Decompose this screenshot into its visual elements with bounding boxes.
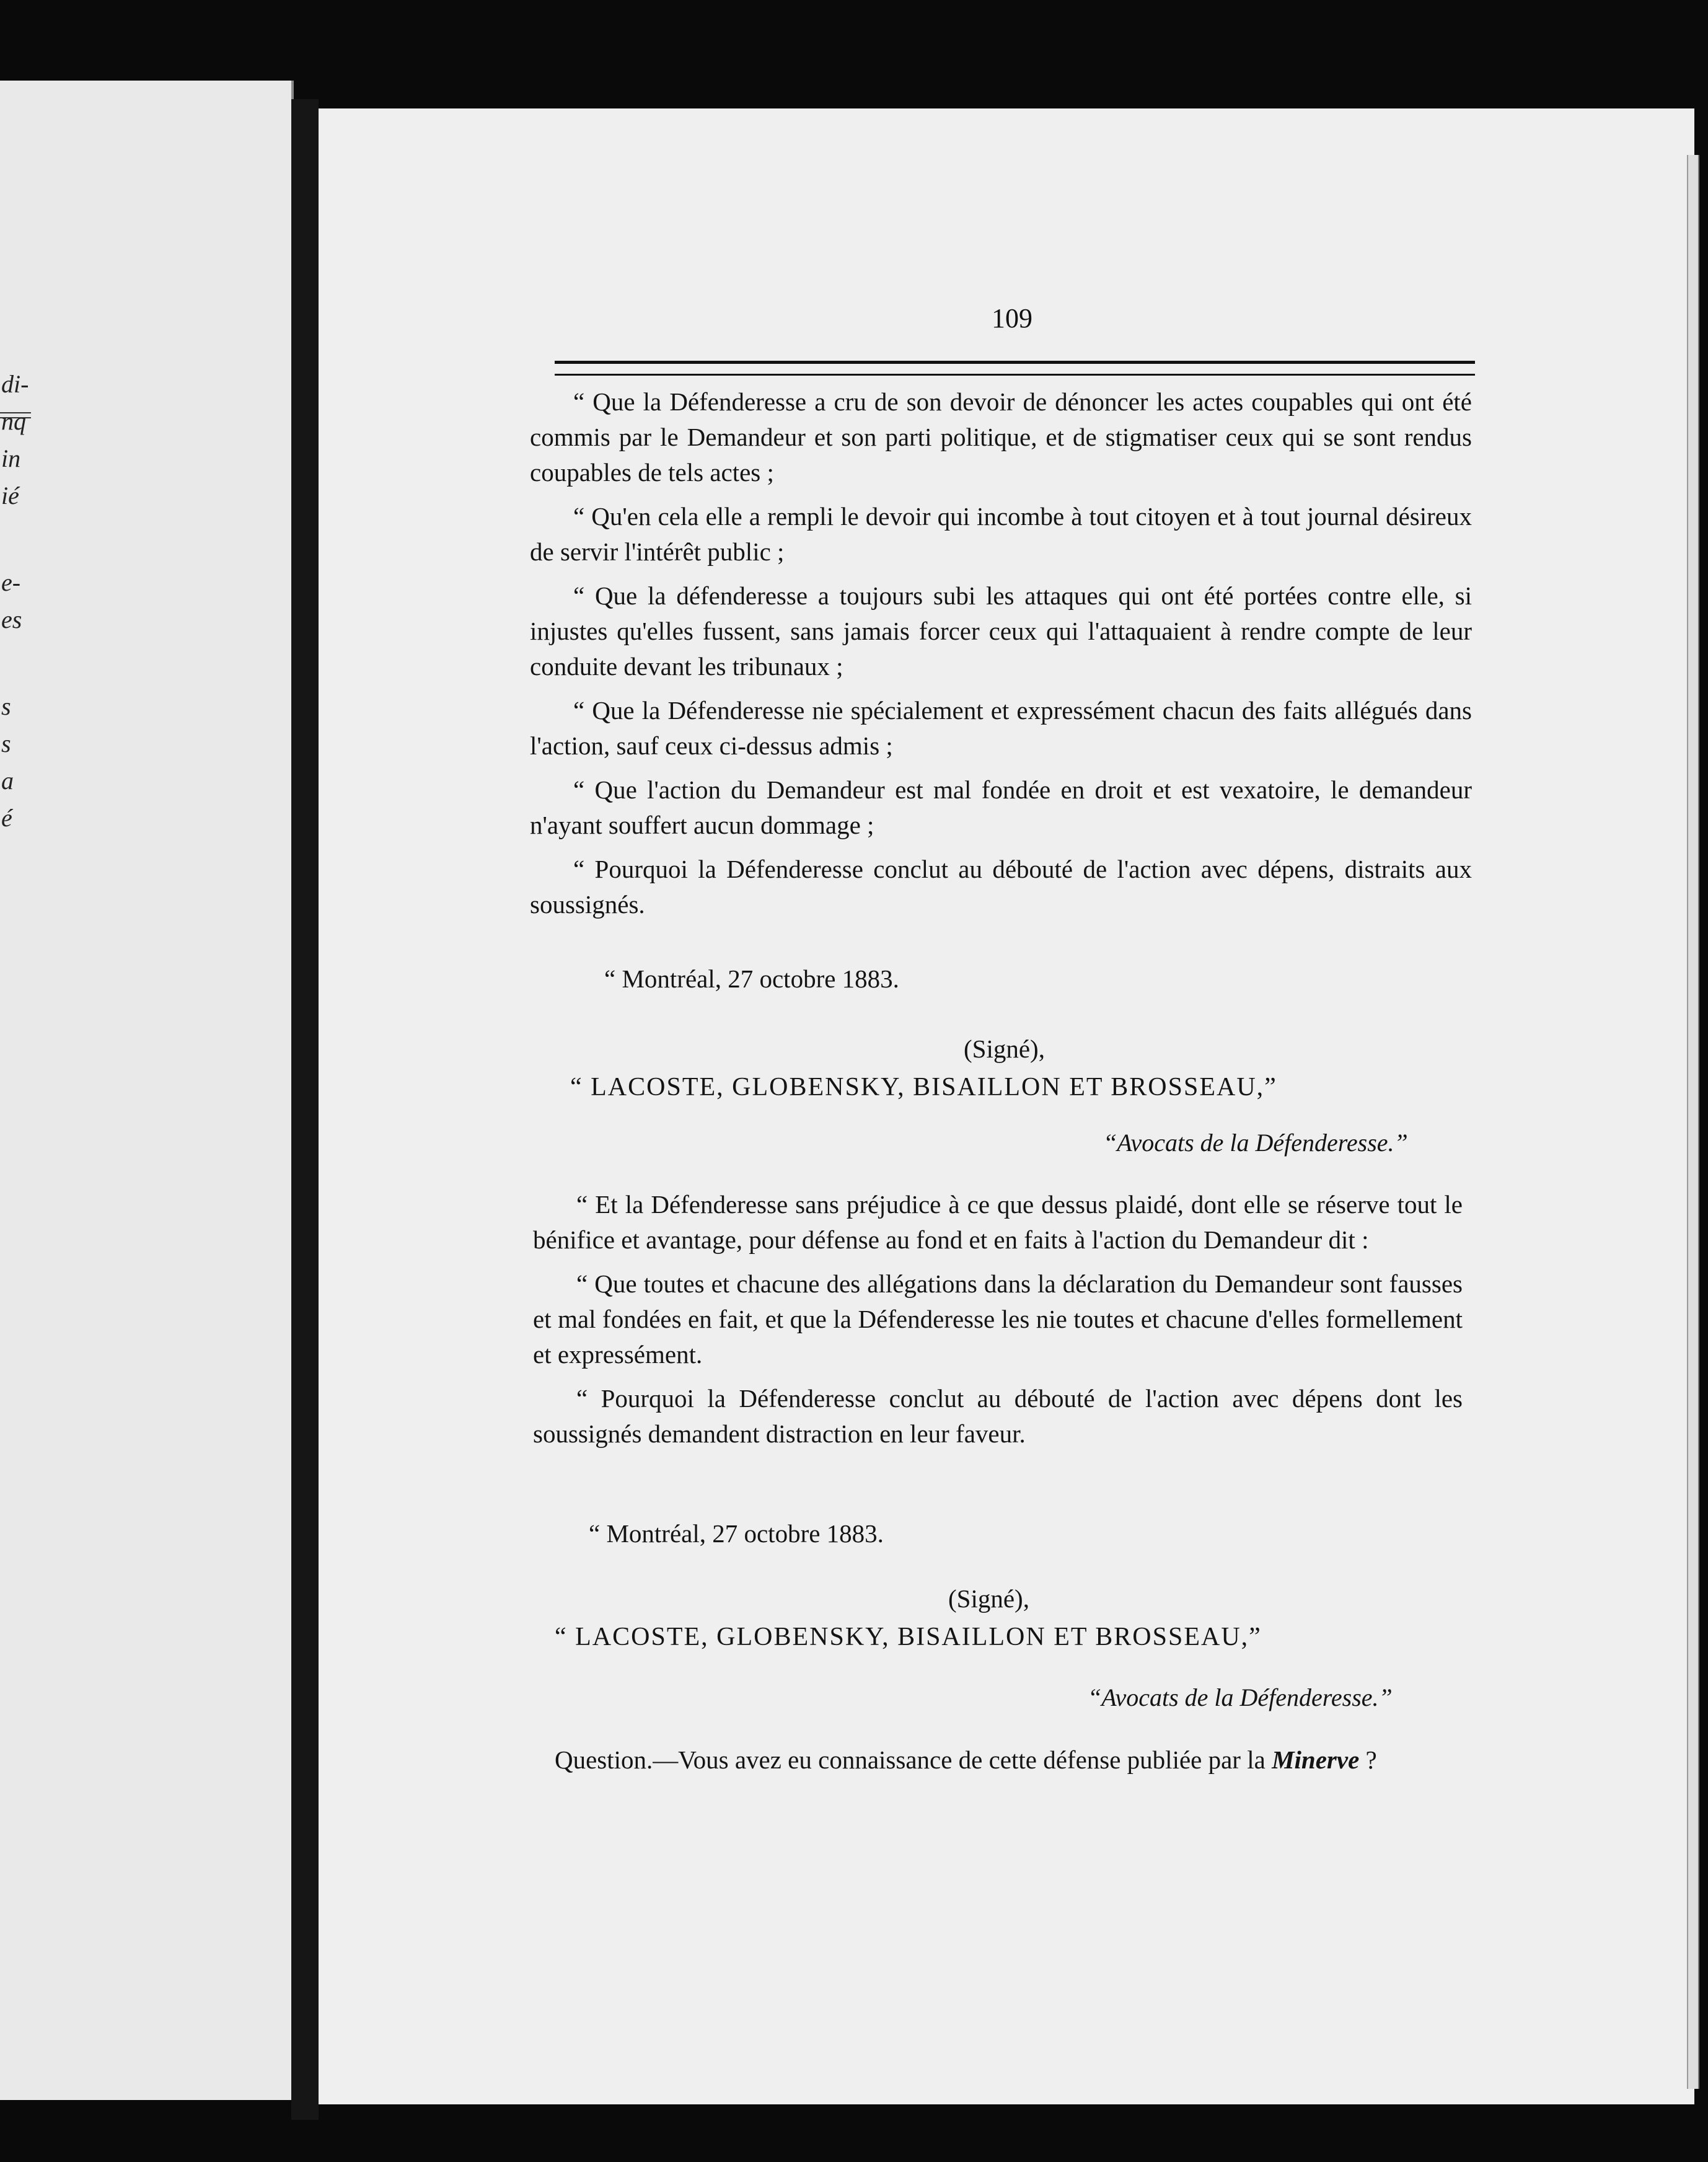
page-edge [1687,155,1699,2089]
left-fragment: in [1,444,21,472]
newspaper-name: Minerve [1272,1745,1360,1774]
left-fragment: é [1,804,12,832]
paragraph: “ Et la Défenderesse sans préjudice à ce que dessus plaidé, dont elle se réserve tout le bénifice et avantage, pour défense au fond et en faits à l'action du Demandeur dit : [533,1190,1463,1254]
law-firm-signature: “ LACOSTE, GLOBENSKY, BISAILLON ET BROSSEAU,” [555,1623,1262,1651]
paragraph: “ Que la Défenderesse a cru de son devoir de dénoncer les actes coupables qui ont été commis par le Demandeur et son parti politique, et de stigmatiser ceux qui se sont rendus coupables de tels actes ; [530,387,1472,487]
left-fragment: s [1,692,11,720]
book-spine [291,99,319,2120]
left-fragment: nq [1,407,26,435]
left-page [0,81,294,2100]
question-end: ? [1359,1745,1377,1774]
signature-mark: (Signé), [948,1584,1029,1613]
paragraph: “ Que la Défenderesse nie spécialement et expressément chacun des faits allégués dans l'action, sauf ceux ci-dessus admis ; [530,696,1472,760]
paragraph: “ Que la défenderesse a toujours subi les attaques qui ont été portées contre elle, si injustes qu'elles fussent, sans jamais forcer ceux qui l'attaquaient à rendre compte de leur conduite devant les tribunaux ; [530,581,1472,681]
law-firm-signature: “ LACOSTE, GLOBENSKY, BISAILLON ET BROSSEAU,” [570,1073,1277,1101]
signature-mark: (Signé), [964,1035,1045,1063]
header-double-rule [555,361,1475,376]
date-line: “ Montréal, 27 octobre 1883. [589,1519,884,1548]
paragraph: “ Pourquoi la Défenderesse conclut au débouté de l'action avec dépens dont les soussignés demandent distraction en leur faveur. [533,1384,1463,1448]
plea-section-2 [533,1187,1463,1460]
left-fragment: s [1,730,11,757]
paragraph: “ Pourquoi la Défenderesse conclut au débouté de l'action avec dépens, distraits aux soussignés. [530,855,1472,919]
left-fragment: a [1,767,14,795]
date-line: “ Montréal, 27 octobre 1883. [604,964,899,993]
paragraph: “ Que l'action du Demandeur est mal fondée en droit et est vexatoire, le demandeur n'ayant souffert aucun dommage ; [530,775,1472,839]
left-fragment: ié [1,482,19,510]
left-fragment: e- [1,568,21,596]
page-number: 109 [992,303,1032,333]
question-lead: Question.—Vous avez eu connaissance de cette défense publiée par la [555,1745,1266,1774]
paragraph: “ Que toutes et chacune des allégations dans la déclaration du Demandeur sont fausses et mal fondées en fait, et que la Défenderesse les nie toutes et chacune d'elles formellement et expressément. [533,1269,1463,1369]
paragraph: “ Qu'en cela elle a rempli le devoir qui incombe à tout citoyen et à tout journal désireux de servir l'intérêt public ; [530,502,1472,566]
plea-section-1 [530,384,1472,931]
left-fragment: es [1,606,22,633]
lawyers-title: “Avocats de la Défenderesse.” [1103,1129,1408,1157]
question-text [524,1742,1453,1778]
lawyers-title: “Avocats de la Défenderesse.” [1088,1683,1393,1711]
left-fragment: di- [1,370,29,398]
